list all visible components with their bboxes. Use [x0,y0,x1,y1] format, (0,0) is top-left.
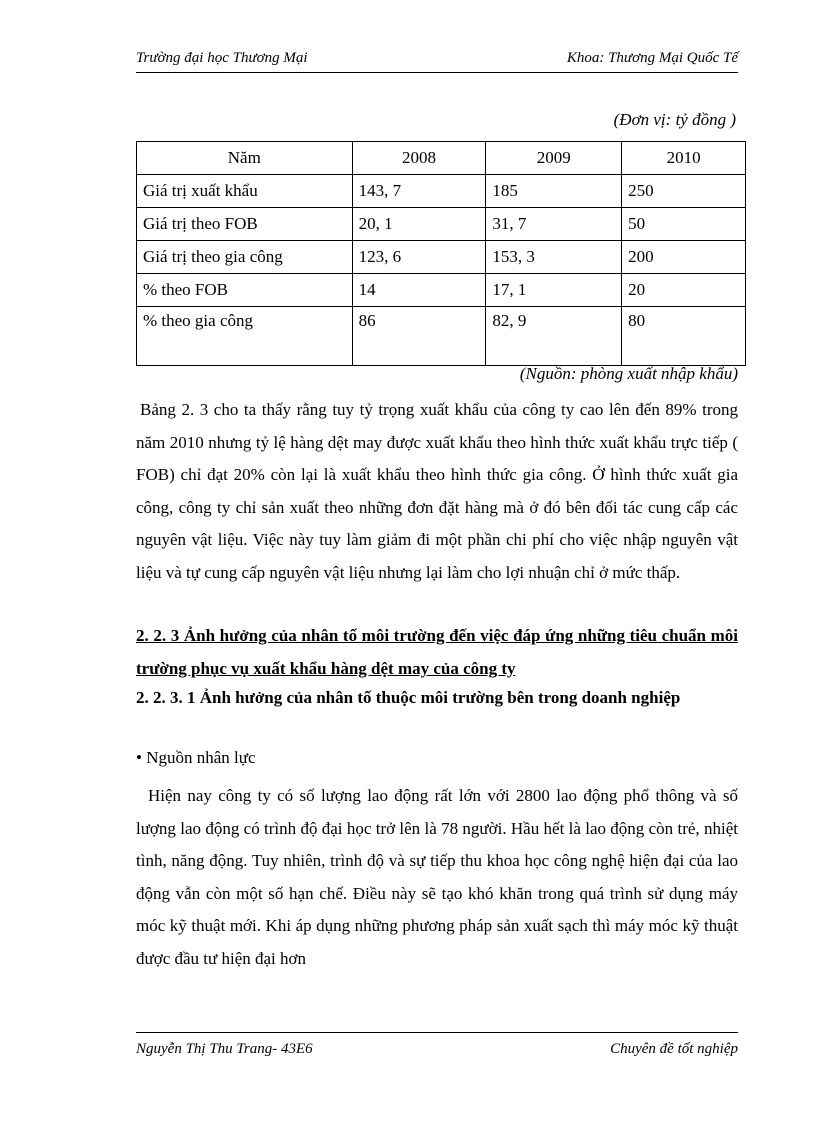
table-row [137,307,746,366]
table-header-row [137,142,746,175]
table-cell: 200 [622,241,746,274]
unit-note: (Đơn vị: tỷ đồng ) [613,110,736,129]
table-cell: 250 [622,175,746,208]
table-header-cell: 2008 [352,142,486,175]
table-cell: 17, 1 [486,274,622,307]
bullet-item-human-resources: • Nguồn nhân lực [136,748,256,767]
table-cell: 80 [622,307,746,366]
table-cell: % theo FOB [137,274,353,307]
table-row [137,274,746,307]
subsection-heading: 2. 2. 3. 1 Ảnh hưởng của nhân tố thuộc môi trường bên trong doanh nghiệp [136,688,681,707]
table-cell: 86 [352,307,486,366]
table-cell: 143, 7 [352,175,486,208]
header-faculty: Khoa: Thương Mại Quốc Tế [566,50,738,66]
table-cell: 20 [622,274,746,307]
table-cell: 31, 7 [486,208,622,241]
table-cell: 14 [352,274,486,307]
table-header-cell: 2009 [486,142,622,175]
footer-doc-type: Chuyên đề tốt nghiệp [610,1041,738,1057]
table-cell: % theo gia công [137,307,353,366]
header-university: Trường đại học Thương Mại [136,50,308,66]
table-cell: 153, 3 [486,241,622,274]
table-cell: Giá trị theo FOB [137,208,353,241]
export-value-table [136,141,746,366]
table-row [137,241,746,274]
table-cell: 123, 6 [352,241,486,274]
table-cell: 185 [486,175,622,208]
table-header-cell: 2010 [622,142,746,175]
paragraph-human-resources: Hiện nay công ty có số lượng lao động rất lớn với 2800 lao động phổ thông và số lượng lao động có trình độ đại học trở lên là 78 người. Hầu hết là lao động còn trẻ, nhiệt tình, năng động. Tuy nhiên, trình độ và sự tiếp thu khoa học công nghệ hiện đại của lao động vẫn còn một số hạn chế. Điều này sẽ tạo khó khăn trong quá trình sử dụng máy móc kỹ thuật mới. Khi áp dụng những phương pháp sản xuất sạch thì máy móc kỹ thuật được đầu tư hiện đại hơn [136,786,738,968]
footer-author: Nguyễn Thị Thu Trang- 43E6 [136,1041,313,1057]
table-cell: Giá trị xuất khẩu [137,175,353,208]
table-cell: 82, 9 [486,307,622,366]
source-note: (Nguồn: phòng xuất nhập khẩu) [519,364,738,383]
page-header [136,50,738,73]
table-row [137,208,746,241]
table-row [137,175,746,208]
paragraph-table-analysis: Bảng 2. 3 cho ta thấy rằng tuy tỷ trọng xuất khẩu của công ty cao lên đến 89% trong năm 2010 nhưng tỷ lệ hàng dệt may được xuất khẩu theo hình thức xuất khẩu trực tiếp ( FOB) chỉ đạt 20% còn lại là xuất khẩu theo hình thức gia công. Ở hình thức xuất gia công, công ty chỉ sản xuất theo những đơn đặt hàng mà ở đó bên đối tác cung cấp các nguyên vật liệu. Việc này tuy làm giảm đi một phần chi phí cho việc nhập nguyên vật liệu và tự cung cấp nguyên vật liệu nhưng lại làm cho lợi nhuận chỉ ở mức thấp. [136,400,738,582]
table-cell: Giá trị theo gia công [137,241,353,274]
page-footer [136,1032,738,1063]
section-heading: 2. 2. 3 Ảnh hưởng của nhân tố môi trường đến việc đáp ứng những tiêu chuẩn môi trường phục vụ xuất khẩu hàng dệt may của công ty [136,626,738,678]
table-header-cell: Năm [137,142,353,175]
table-cell: 20, 1 [352,208,486,241]
table-cell: 50 [622,208,746,241]
